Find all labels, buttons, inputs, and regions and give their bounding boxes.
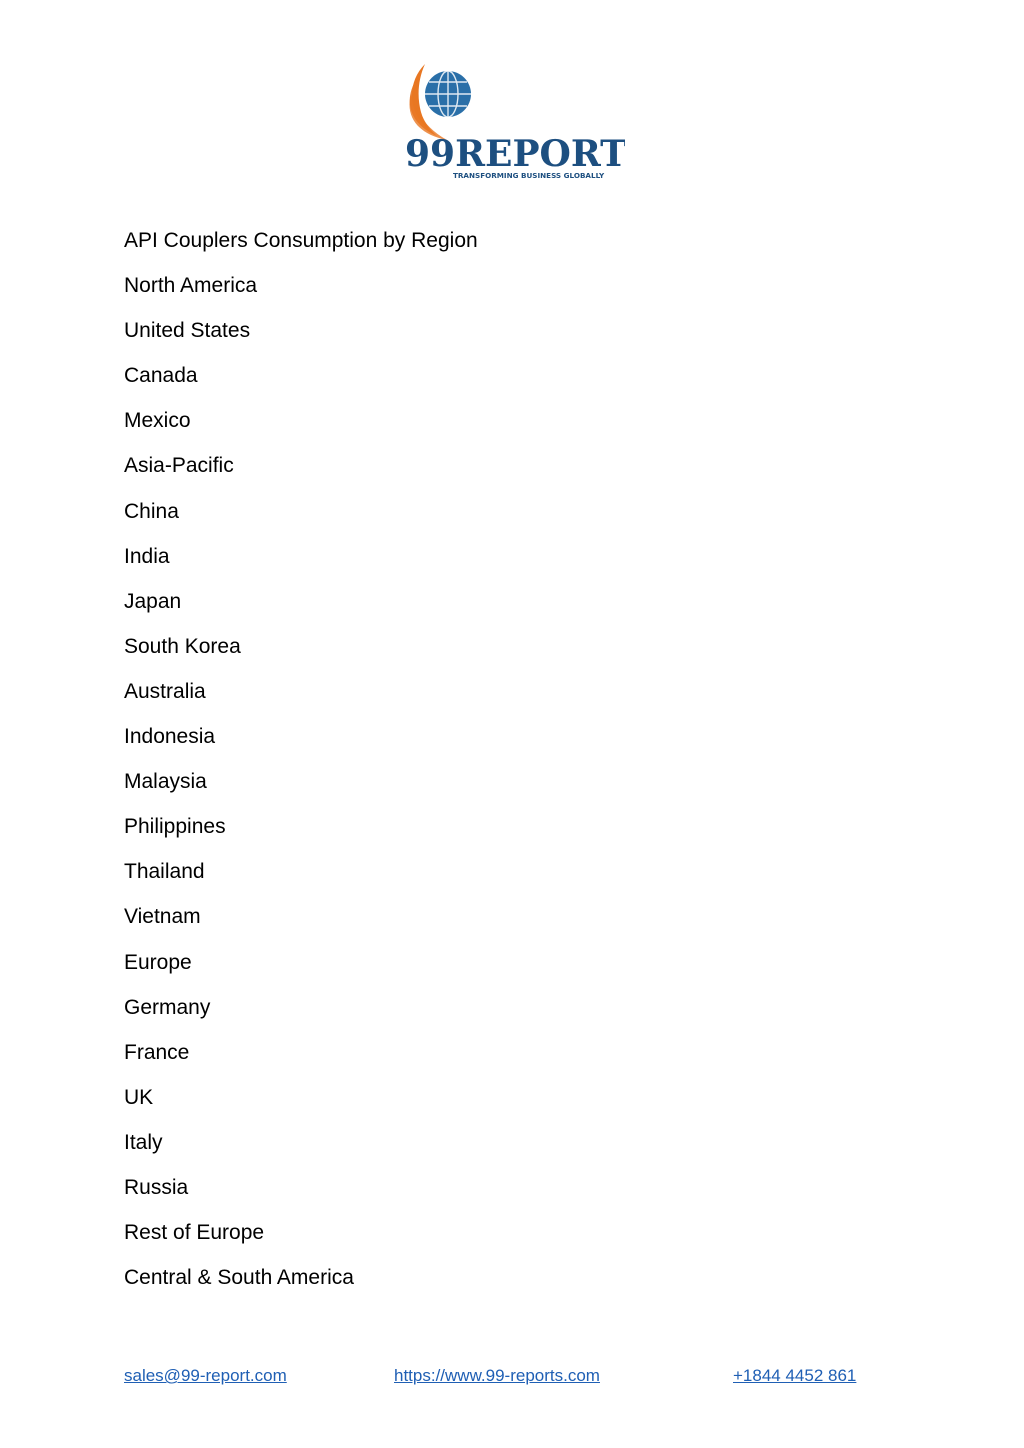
region-list — [124, 226, 924, 1308]
region-item: Japan — [124, 589, 182, 613]
page-footer — [0, 1364, 1024, 1388]
region-item: Philippines — [124, 815, 226, 839]
section-heading: API Couplers Consumption by Region — [124, 229, 478, 252]
region-item: UK — [124, 1085, 154, 1109]
phone-link[interactable]: +1844 4452 861 — [733, 1366, 857, 1385]
region-item: Vietnam — [124, 905, 201, 929]
logo-tagline: TRANSFORMING BUSINESS GLOBALLY — [453, 171, 605, 180]
region-item: Australia — [124, 679, 206, 703]
region-item: Italy — [124, 1130, 163, 1154]
region-item: Rest of Europe — [124, 1221, 265, 1245]
region-item: United States — [124, 319, 251, 343]
region-item: North America — [124, 274, 258, 298]
logo-brand-text: 99REPORT — [405, 133, 625, 175]
region-item: France — [124, 1040, 190, 1064]
region-item: South Korea — [124, 634, 241, 658]
region-item: Canada — [124, 364, 198, 388]
region-item: Europe — [124, 950, 192, 974]
website-link[interactable]: https://www.99-reports.com — [394, 1366, 600, 1385]
region-item: Russia — [124, 1175, 189, 1199]
company-logo — [403, 60, 625, 184]
region-item: China — [124, 499, 179, 523]
region-item: Malaysia — [124, 770, 207, 794]
region-item: Asia-Pacific — [124, 454, 234, 478]
region-item: Mexico — [124, 409, 191, 433]
region-item: India — [124, 544, 170, 568]
region-item: Germany — [124, 995, 211, 1019]
region-item: Indonesia — [124, 725, 216, 749]
region-item: Thailand — [124, 860, 205, 884]
email-link[interactable]: sales@99-report.com — [124, 1366, 287, 1385]
region-item: Central & South America — [124, 1266, 354, 1290]
